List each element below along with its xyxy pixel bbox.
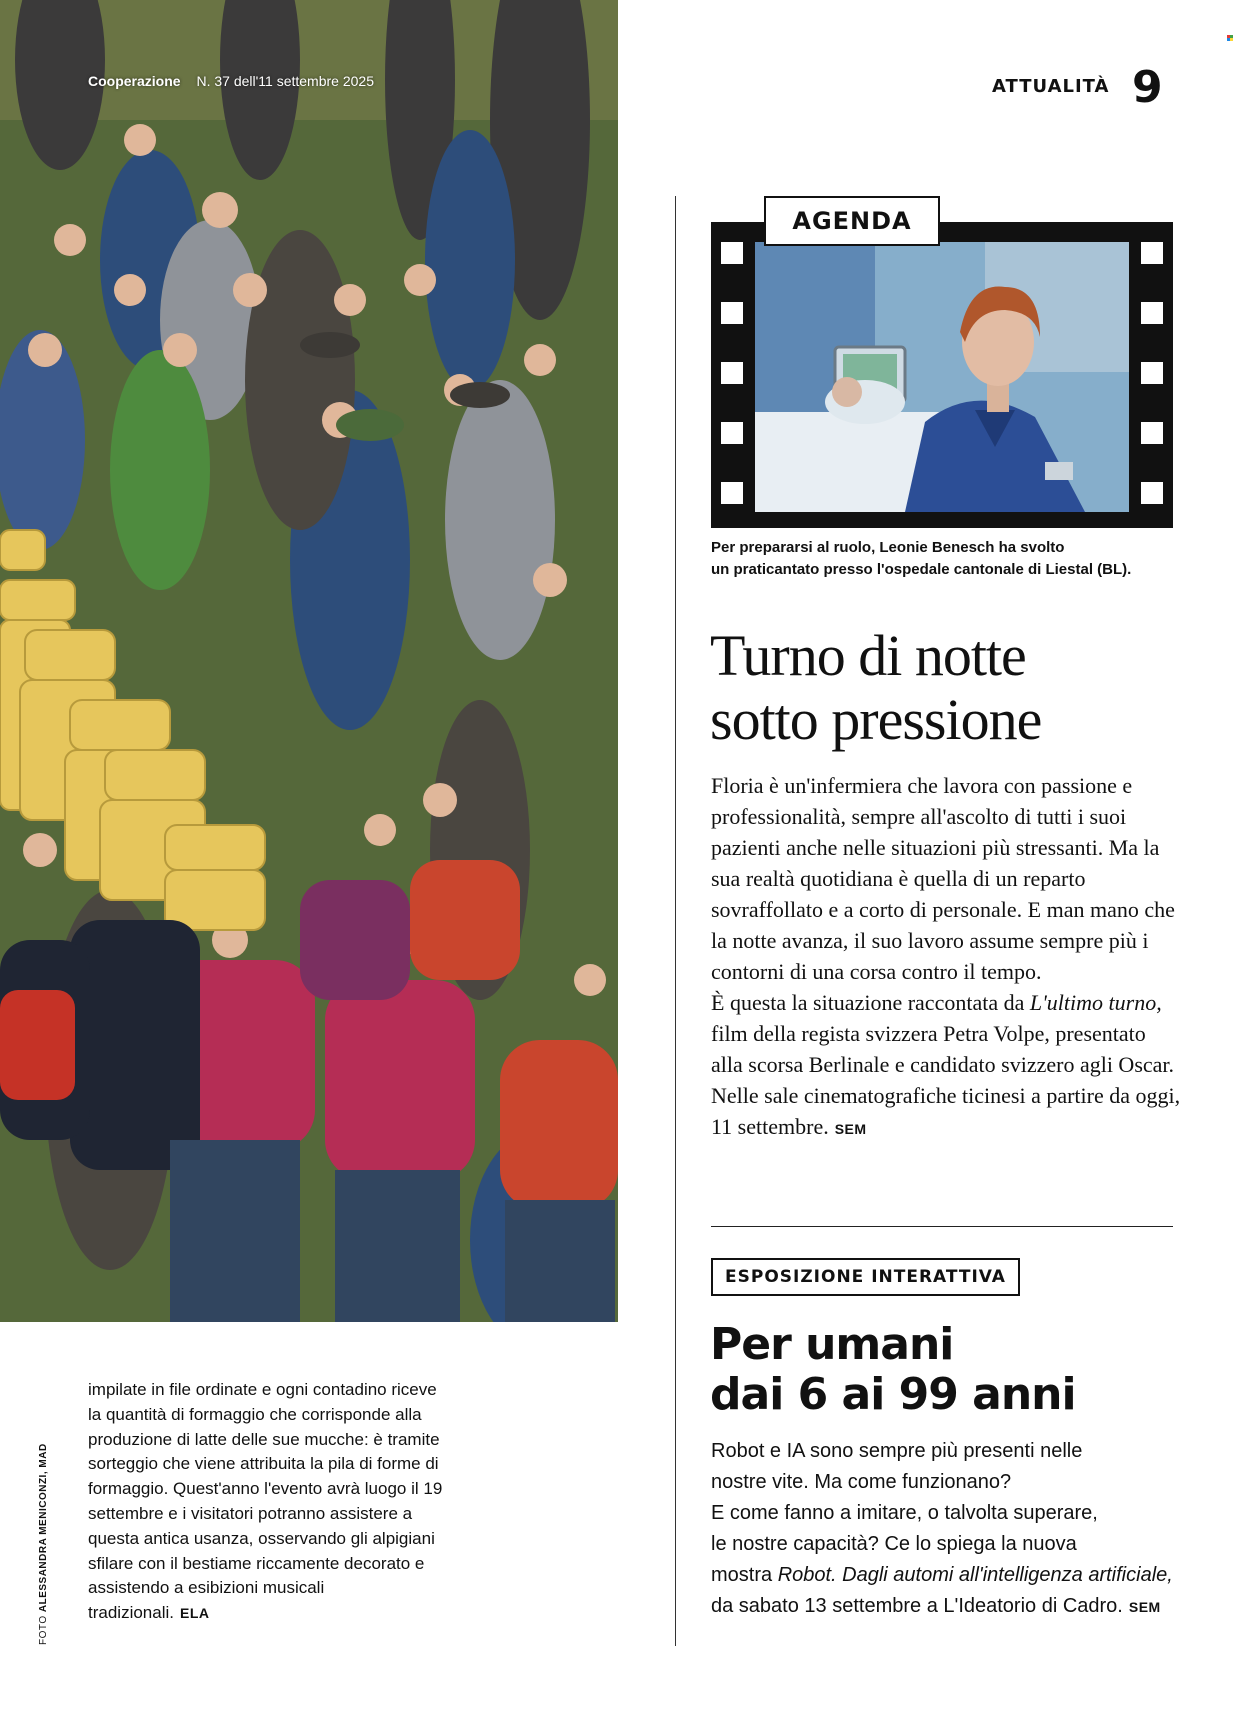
headline-line: Per umani (710, 1319, 954, 1370)
magazine-header (88, 73, 374, 89)
section-divider (711, 1226, 1173, 1227)
section-title: ATTUALITÀ (992, 76, 1110, 97)
photo-caption (711, 537, 1181, 581)
author-signature: SEM (834, 1121, 867, 1137)
left-article-body (88, 1378, 448, 1626)
caption-line: Per prepararsi al ruolo, Leonie Benesch ha svolto (711, 539, 1065, 556)
headline-line: sotto pressione (710, 687, 1042, 752)
magazine-name: Cooperazione (88, 73, 181, 89)
film-still-illustration (755, 242, 1129, 512)
body-line: nostre vite. Ma come funzionano? (711, 1471, 1012, 1493)
expo-label: ESPOSIZIONE INTERATTIVA (711, 1258, 1020, 1296)
nurse-film-still (755, 242, 1129, 512)
film-hole (721, 242, 743, 264)
agenda-headline (710, 624, 1190, 752)
body-text: È questa la situazione raccontata da (711, 990, 1030, 1015)
body-paragraph: Floria è un'infermiera che lavora con passione e professionalità, sempre all'ascolto di tutti i suoi pazienti anche nelle situazioni più stressanti. Ma la sua realtà quotidiana è quella di un reparto sovraffollato e a corto di personale. E man mano che la notte avanza, il suo lavoro assume sempre più i contorni di una corsa contro il tempo. (711, 773, 1175, 984)
headline-line: dai 6 ai 99 anni (710, 1369, 1076, 1420)
body-paragraph: impilate in file ordinate e ogni contadino riceve la quantità di formaggio che corrisponde alla produzione di latte delle sue mucche: è tramite sorteggio che viene attribuita la pila di forme di formaggio. Quest'anno l'evento avrà luogo il 19 settembre e i visitatori potranno assistere a questa antica usanza, osservando gli alpigiani sfilare con il bestiame riccamente decorato e assistendo a esibizioni musicali tradizionali. (88, 1380, 443, 1623)
issue-info: N. 37 dell'11 settembre 2025 (196, 73, 374, 89)
film-hole (721, 362, 743, 384)
film-hole (721, 482, 743, 504)
color-mark-icon (1227, 35, 1233, 41)
film-hole (721, 422, 743, 444)
headline-line: Turno di notte (710, 623, 1026, 688)
film-hole (1141, 422, 1163, 444)
agenda-label: AGENDA (764, 196, 940, 246)
film-strip (711, 222, 1173, 528)
film-title: L'ultimo turno, (1029, 990, 1162, 1015)
author-signature: SEM (1128, 1599, 1161, 1615)
film-hole (1141, 242, 1163, 264)
credit-prefix: FOTO (38, 1615, 49, 1645)
photo-credit (38, 1443, 49, 1645)
body-text: film della regista svizzera Petra Volpe, presentato alla scorsa Berlinale e candidato svizzero agli Oscar. Nelle sale cinematografiche ticinesi a partire da oggi, 11 settembre. (711, 1021, 1181, 1139)
body-text: da sabato 13 settembre a L'Ideatorio di Cadro. (711, 1595, 1123, 1617)
body-line: E come fanno a imitare, o talvolta superare, (711, 1502, 1098, 1524)
photo-illustration (0, 0, 618, 1322)
exhibition-title: Robot. Dagli automi all'intelligenza artificiale, (777, 1564, 1173, 1586)
film-hole (1141, 482, 1163, 504)
expo-headline (710, 1320, 1180, 1420)
crowd-cheese-photo (0, 0, 618, 1322)
caption-line: un praticantato presso l'ospedale cantonale di Liestal (BL). (711, 561, 1132, 578)
film-hole (1141, 362, 1163, 384)
author-signature: ELA (180, 1605, 210, 1622)
film-hole (1141, 302, 1163, 324)
body-text: mostra (711, 1564, 778, 1586)
page-number: 9 (1132, 62, 1163, 113)
body-line: le nostre capacità? Ce lo spiega la nuova (711, 1533, 1077, 1555)
body-line: Robot e IA sono sempre più presenti nelle (711, 1440, 1083, 1462)
film-hole (721, 302, 743, 324)
expo-body (711, 1436, 1181, 1623)
credit-name: ALESSANDRA MENICONZI, MAD (38, 1443, 49, 1613)
agenda-body (711, 770, 1181, 1145)
column-divider (675, 196, 676, 1646)
